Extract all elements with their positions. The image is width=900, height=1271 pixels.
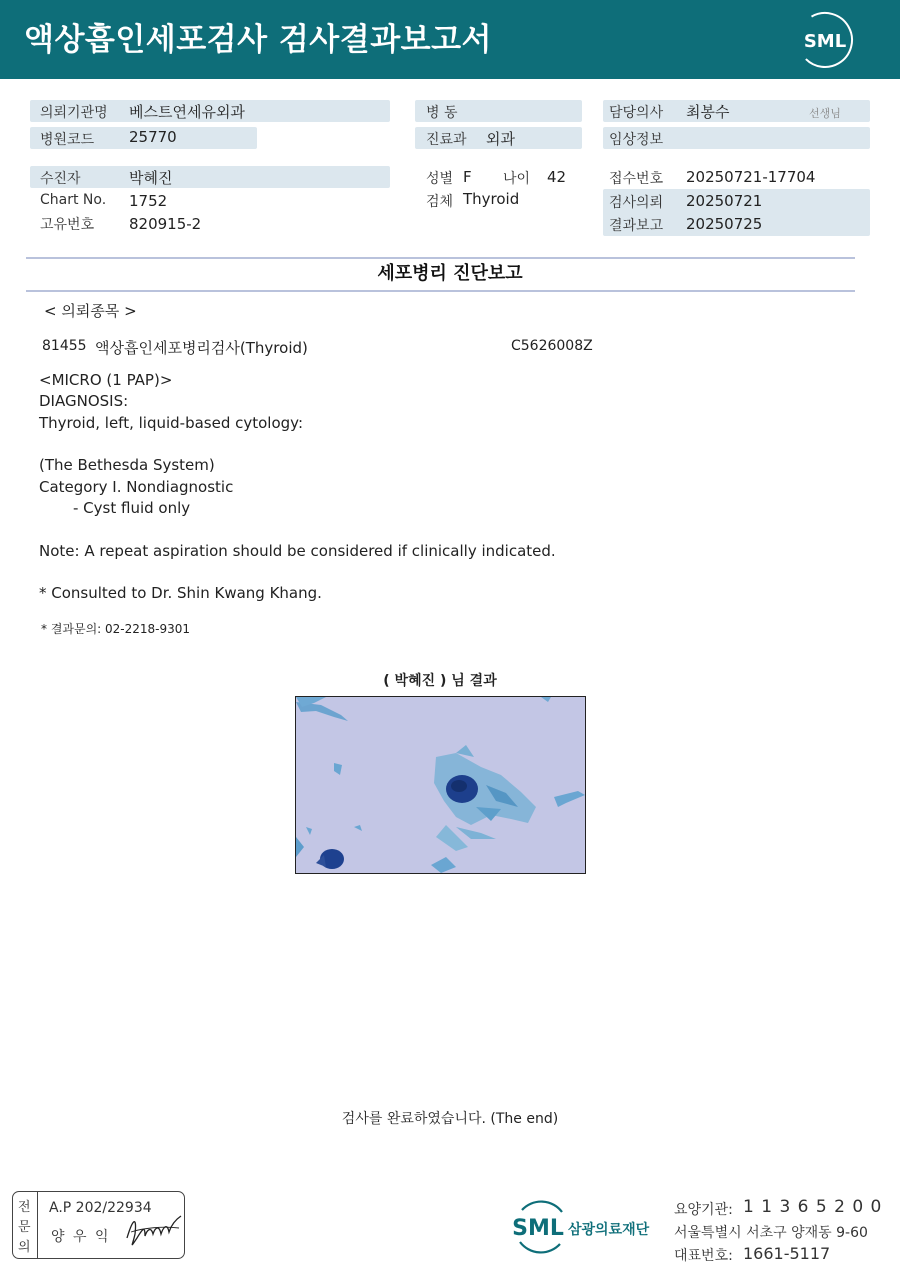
doctor-label: 담당의사 — [609, 105, 664, 121]
result-line: Note: A repeat aspiration should be considered if clinically indicated. — [39, 542, 556, 560]
receipt-label: 접수번호 — [609, 171, 664, 187]
stamp-name: 양 우 익 — [51, 1229, 111, 1245]
id-label: 고유번호 — [40, 217, 95, 233]
test-code: 81455 — [42, 338, 87, 354]
request-label: 검사의뢰 — [609, 195, 664, 211]
report-title: 액상흡인세포검사 검사결과보고서 — [24, 22, 492, 58]
microscopy-image — [295, 696, 586, 874]
section-title: 세포병리 진단보고 — [377, 263, 523, 284]
clinical-label: 임상정보 — [609, 132, 664, 148]
institution-label: 의뢰기관명 — [40, 105, 108, 121]
institution-value: 베스트연세유외과 — [129, 103, 245, 121]
patient-value: 박혜진 — [129, 169, 173, 187]
age-value: 42 — [547, 168, 567, 186]
report-date-value: 20250725 — [686, 215, 763, 233]
address: 서울특별시 서초구 양재동 9-60 — [674, 1225, 868, 1241]
chart-value: 1752 — [129, 192, 168, 210]
inquiry-phone: * 결과문의: 02-2218-9301 — [41, 622, 191, 636]
request-items-label: < 의뢰종목 > — [44, 302, 137, 320]
doctor-value: 최봉수 — [686, 103, 730, 121]
care-number: 1 1 3 6 5 2 0 0 — [743, 1197, 883, 1217]
stamp-license: A.P 202/22934 — [49, 1200, 152, 1216]
patient-label: 수진자 — [40, 171, 81, 187]
specimen-value: Thyroid — [463, 190, 520, 208]
dept-value: 외과 — [486, 130, 515, 148]
image-caption: ( 박혜진 ) 님 결과 — [383, 673, 497, 689]
test-name: 액상흡인세포병리검사(Thyroid) — [95, 339, 308, 357]
doctor-suffix: 선생님 — [809, 107, 841, 120]
phone-label: 대표번호: — [674, 1248, 733, 1264]
receipt-value: 20250721-17704 — [686, 168, 816, 186]
care-label: 요양기관: — [674, 1202, 733, 1218]
id-value: 820915-2 — [129, 215, 202, 233]
result-line: (The Bethesda System) — [39, 456, 215, 474]
chart-label: Chart No. — [40, 192, 107, 208]
ward-label: 병 동 — [426, 105, 458, 121]
result-line: Thyroid, left, liquid-based cytology: — [39, 414, 304, 432]
dept-label: 진료과 — [426, 132, 467, 148]
result-line: * Consulted to Dr. Shin Kwang Khang. — [39, 584, 322, 602]
specialist-stamp — [12, 1191, 185, 1259]
report-date-label: 결과보고 — [609, 218, 664, 234]
stamp-side-label: 전 문 의 — [13, 1192, 38, 1258]
request-value: 20250721 — [686, 192, 763, 210]
signature — [123, 1208, 185, 1252]
sml-logo-icon — [795, 10, 855, 70]
sex-label: 성별 — [426, 171, 454, 187]
hospital-code-value: 25770 — [129, 128, 177, 146]
result-line: Category I. Nondiagnostic — [39, 478, 234, 496]
sml-logo-text: SML — [803, 31, 847, 52]
org-name: 삼광의료재단 — [568, 1222, 650, 1238]
result-line: <MICRO (1 PAP)> — [39, 371, 173, 389]
specimen-label: 검체 — [426, 194, 454, 210]
org-logo-text: SML — [512, 1216, 564, 1241]
sex-value: F — [463, 168, 472, 186]
end-text: 검사를 완료하였습니다. (The end) — [341, 1111, 559, 1127]
section-rule-bottom — [26, 290, 855, 292]
sml-org-logo-icon — [510, 1198, 570, 1256]
result-line: - Cyst fluid only — [73, 499, 191, 517]
hospital-code-label: 병원코드 — [40, 132, 95, 148]
result-line: DIAGNOSIS: — [39, 392, 129, 410]
age-label: 나이 — [503, 171, 531, 187]
phone: 1661-5117 — [743, 1244, 831, 1263]
test-id: C5626008Z — [511, 338, 593, 354]
